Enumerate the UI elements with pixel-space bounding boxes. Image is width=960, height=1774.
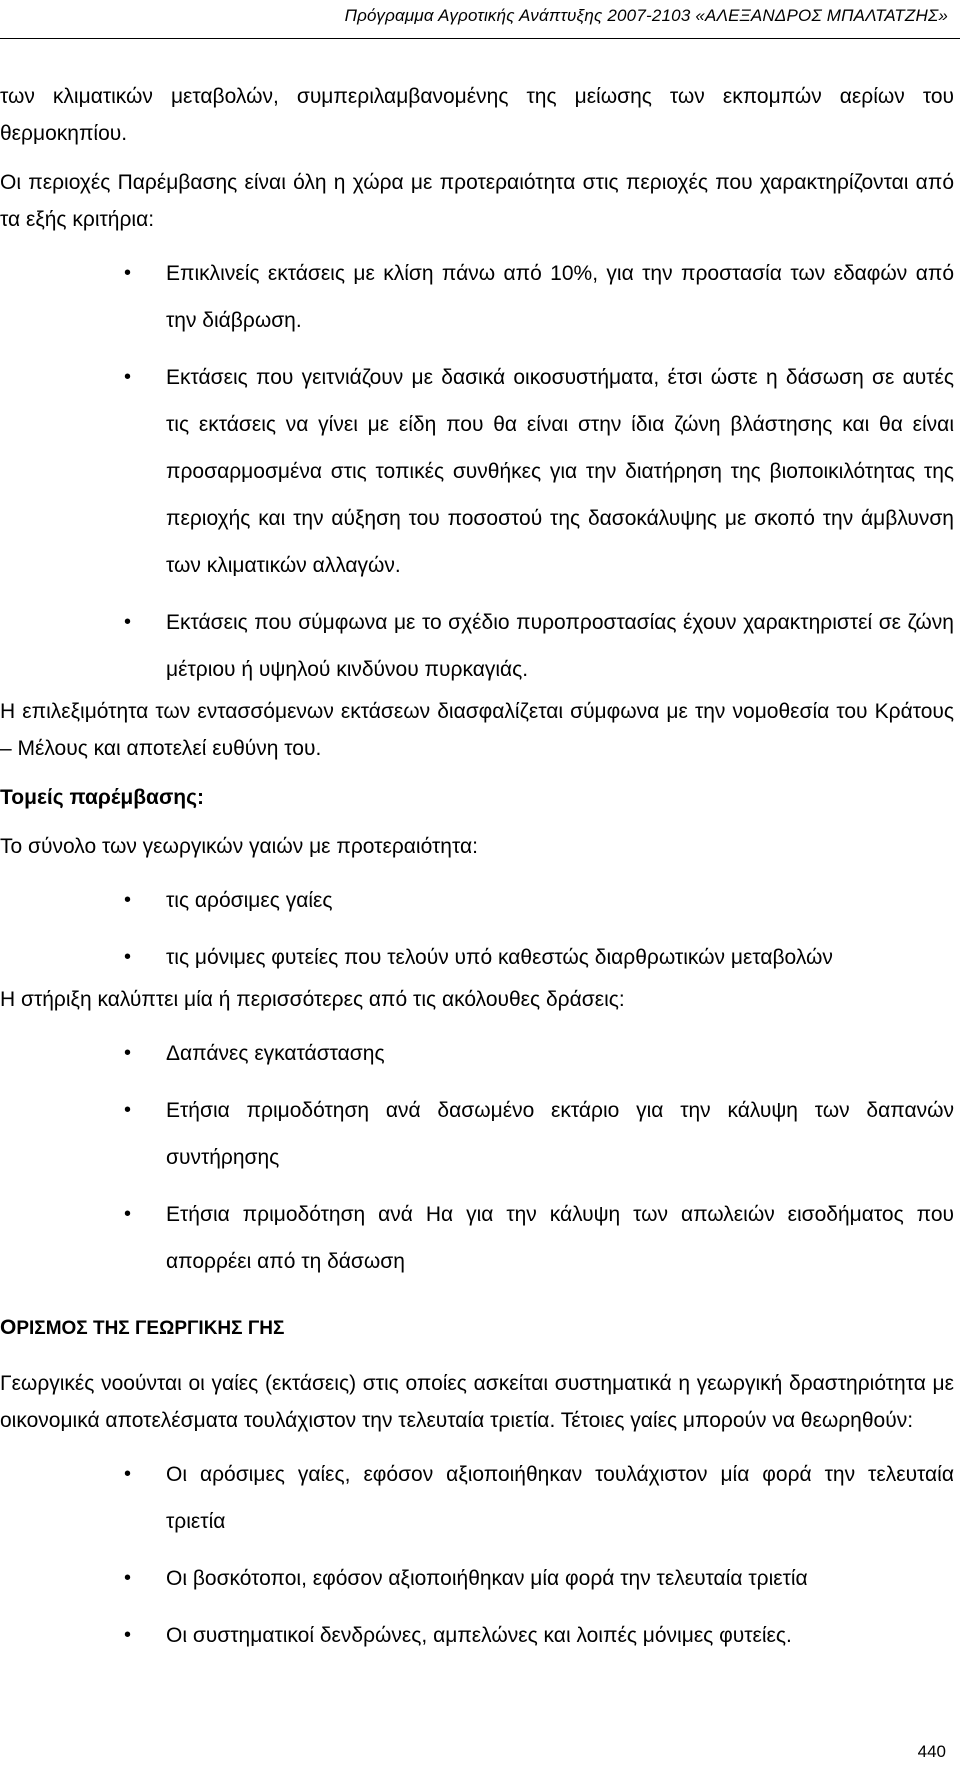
actions-list [0, 1030, 954, 1285]
definition-heading-rest: ΡΙΣΜΟΣ ΤΗΣ ΓΕΩΡΓΙΚΗΣ ΓΗΣ [16, 1318, 285, 1339]
land-types-list [0, 1451, 954, 1659]
list-item: • Επικλινείς εκτάσεις με κλίση πάνω από 10%, για την προστασία των εδαφών από την διάβρωση. [0, 250, 954, 344]
list-item: • Οι συστηματικοί δενδρώνες, αμπελώνες και λοιπές μόνιμες φυτείες. [0, 1612, 954, 1659]
priority-lands-list [0, 877, 954, 981]
running-header: Πρόγραμμα Αγροτικής Ανάπτυξης 2007-2103 «ΑΛΕΞΑΝΔΡΟΣ ΜΠΑΛΤΑΤΖΗΣ» [344, 6, 948, 25]
paragraph-support: Η στήριξη καλύπτει μία ή περισσότερες από τις ακόλουθες δράσεις: [0, 988, 625, 1011]
definition-heading-initial: Ο [0, 1316, 17, 1339]
paragraph-priority: Το σύνολο των γεωργικών γαιών με προτεραιότητα: [0, 835, 478, 858]
paragraph-eligibility: Η επιλεξιμότητα των εντασσόμενων εκτάσεων διασφαλίζεται σύμφωνα με την νομοθεσία του Κράτους – Μέλους και αποτελεί ευθύνη του. [0, 700, 954, 760]
definition-heading [0, 1309, 954, 1347]
list-item: • Ετήσια πριμοδότηση ανά δασωμένο εκτάριο για την κάλυψη των δαπανών συντήρησης [0, 1087, 954, 1181]
list-item: • Οι βοσκότοποι, εφόσον αξιοποιήθηκαν μία φορά την τελευταία τριετία [0, 1555, 954, 1602]
list-item: • τις αρόσιμες γαίες [0, 877, 954, 924]
header-rule [0, 38, 960, 39]
criteria-list [0, 250, 954, 693]
list-item: • Εκτάσεις που σύμφωνα με το σχέδιο πυροπροστασίας έχουν χαρακτηριστεί σε ζώνη μέτριου ή υψηλού κινδύνου πυρκαγιάς. [0, 599, 954, 693]
page-number: 440 [917, 1742, 946, 1761]
paragraph-intervention-areas: Οι περιοχές Παρέμβασης είναι όλη η χώρα με προτεραιότητα στις περιοχές που χαρακτηρίζονται από τα εξής κριτήρια: [0, 171, 954, 231]
sectors-heading: Τομείς παρέμβασης: [0, 786, 205, 809]
list-item: • Εκτάσεις που γειτνιάζουν με δασικά οικοσυστήματα, έτσι ώστε η δάσωση σε αυτές τις εκτάσεις να γίνει με είδη που θα είναι στην ίδια ζώνη βλάστησης και θα είναι προσαρμοσμένα στις τοπικές συνθήκες για την διατήρηση της βιοποικιλότητας της περιοχής και την αύξηση του ποσοστού της δασοκάλυψης με σκοπό την άμβλυνση των κλιματικών αλλαγών. [0, 354, 954, 589]
list-item: • Δαπάνες εγκατάστασης [0, 1030, 954, 1077]
list-item: • Ετήσια πριμοδότηση ανά Ηα για την κάλυψη των απωλειών εισοδήματος που απορρέει από τη δάσωση [0, 1191, 954, 1285]
list-item: • Οι αρόσιμες γαίες, εφόσον αξιοποιήθηκαν τουλάχιστον μία φορά την τελευταία τριετία [0, 1451, 954, 1545]
paragraph-continuation: των κλιματικών μεταβολών, συμπεριλαμβανομένης της μείωσης των εκπομπών αερίων του θερμοκηπίου. [0, 85, 954, 145]
list-item: • τις μόνιμες φυτείες που τελούν υπό καθεστώς διαρθρωτικών μεταβολών [0, 934, 954, 981]
page-body [0, 78, 954, 1659]
paragraph-definition: Γεωργικές νοούνται οι γαίες (εκτάσεις) στις οποίες ασκείται συστηματικά η γεωργική δραστηριότητα με οικονομικά αποτελέσματα τουλάχιστον την τελευταία τριετία. Τέτοιες γαίες μπορούν να θεωρηθούν: [0, 1372, 954, 1432]
